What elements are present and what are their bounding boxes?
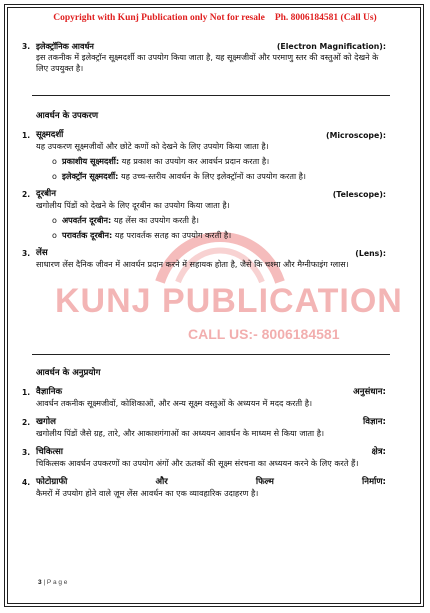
item-title: सूक्ष्मदर्शी: [36, 130, 64, 140]
application-item: [22, 417, 386, 439]
item-number: 2.: [22, 190, 31, 199]
item-description: इस तकनीक में इलेक्ट्रॉन सूक्ष्मदर्शी का उपयोग किया जाता है, यह सूक्ष्मजीवों और परमाणु स्तर की वस्तुओं को देखने के लिए उपयुक्त है।: [36, 52, 379, 73]
item-description: खगोलीय पिंडों जैसे ग्रह, तारे, और आकाशगंगाओं का अध्ययन आवर्धन के माध्यम से किया जाता है।: [36, 428, 325, 438]
item-title-left: फोटोग्राफी: [36, 477, 68, 487]
item-title-row: [36, 387, 386, 398]
sub-item-term: इलेक्ट्रॉन सूक्ष्मदर्शी:: [62, 171, 119, 181]
bullet-icon: o: [52, 216, 57, 225]
item-title-right: अनुसंधान:: [353, 387, 386, 397]
page-border-inner: [7, 7, 421, 604]
item-title: दूरबीन: [36, 189, 56, 199]
section-applications: [22, 361, 386, 507]
sub-item: [52, 156, 386, 167]
section-divider: [32, 354, 390, 355]
item-title-row: [36, 248, 386, 259]
item-title: लेंस: [36, 248, 48, 258]
sub-item-text: यह उच्च-स्तरीय आवर्धन के लिए इलेक्ट्रॉनों का उपयोग करता है।: [118, 171, 306, 181]
section-divider: [32, 95, 390, 96]
item-title-middle2: फिल्म: [255, 477, 274, 487]
section-instruments: [22, 104, 386, 277]
watermark-call: CALL US:- 8006184581: [188, 326, 340, 342]
item-title-right: क्षेत्र:: [371, 447, 386, 457]
item-number: 3.: [22, 249, 31, 258]
sub-item: [52, 215, 386, 226]
item-english: (Lens):: [355, 249, 386, 258]
item-english: (Electron Magnification):: [276, 42, 386, 51]
item-number: 3.: [22, 448, 31, 457]
item-number: 1.: [22, 131, 31, 140]
instrument-list: [22, 130, 386, 270]
page-number: 3: [38, 579, 42, 586]
item-title-row: [36, 417, 386, 428]
sub-item-term: प्रकाशीय सूक्ष्मदर्शी:: [62, 156, 120, 166]
item-title-row: [36, 130, 386, 141]
sub-item-term: अपवर्तन दूरबीन:: [62, 215, 112, 225]
bullet-icon: o: [52, 231, 57, 240]
item-title: इलेक्ट्रॉनिक आवर्धन: [36, 41, 94, 51]
sub-item-text: यह परावर्तक सतह का उपयोग करती है।: [112, 230, 232, 240]
item-description: कैमरों में उपयोग होने वाले ज़ूम लेंस आवर्धन का एक व्यावहारिक उदाहरण है।: [36, 488, 259, 498]
bullet-icon: o: [52, 172, 57, 181]
item-number: 2.: [22, 418, 31, 427]
item-title-left: वैज्ञानिक: [36, 387, 63, 397]
page-header: [0, 13, 430, 23]
header-copyright: Copyright with Kunj Publication only Not for resale: [53, 13, 265, 23]
section-heading: आवर्धन के उपकरण: [36, 111, 99, 121]
sub-item: [52, 171, 386, 182]
application-item: [22, 447, 386, 469]
item-description: आवर्धन तकनीक सूक्ष्मजीवों, कोशिकाओं, और अन्य सूक्ष्म वस्तुओं के अध्ययन में मदद करती है।: [36, 398, 313, 408]
item-title-row: [36, 41, 386, 52]
item-english: (Telescope):: [332, 190, 386, 199]
bullet-icon: o: [52, 157, 57, 166]
application-item: [22, 477, 386, 499]
instrument-item: [22, 189, 386, 241]
item-title-row: [36, 477, 386, 488]
item-title-row: [36, 447, 386, 458]
sub-item-term: परावर्तक दूरबीन:: [62, 230, 113, 240]
item-title-right: निर्माण:: [361, 477, 386, 487]
item-title-left: चिकित्सा: [36, 447, 64, 457]
sub-item: [52, 230, 386, 241]
page-label: | P a g e: [43, 579, 68, 586]
item-title-middle: और: [155, 477, 168, 487]
watermark-brand: KUNJ PUBLICATION: [55, 282, 403, 320]
item-title-right: विज्ञान:: [363, 417, 386, 427]
section-heading: आवर्धन के अनुप्रयोग: [36, 368, 101, 378]
item-english: (Microscope):: [326, 131, 386, 140]
item-number: 4.: [22, 478, 31, 487]
application-list: [22, 387, 386, 499]
header-phone: Ph. 8006184581 (Call Us): [274, 13, 377, 23]
page-content: [22, 41, 386, 80]
item-description: खगोलीय पिंडों को देखने के लिए दूरबीन का उपयोग किया जाता है।: [36, 200, 230, 210]
instrument-item: [22, 248, 386, 270]
item-title-row: [36, 189, 386, 200]
item-description: चिकित्सक आवर्धन उपकरणों का उपयोग अंगों और ऊतकों की सूक्ष्म संरचना का अध्ययन करने के लिए करते हैं।: [36, 458, 359, 468]
application-item: [22, 387, 386, 409]
page-footer: [38, 579, 67, 586]
item-description: यह उपकरण सूक्ष्मजीवों और छोटे कणों को देखने के लिए उपयोग किया जाता है।: [36, 141, 269, 151]
item-title-left: खगोल: [36, 417, 56, 427]
electron-magnification-item: [22, 41, 386, 74]
instrument-item: [22, 130, 386, 182]
item-number: 3.: [22, 42, 31, 51]
item-description: साधारण लेंस दैनिक जीवन में आवर्धन प्रदान करने में सहायक होता है, जैसे कि चश्मा और मैग्नीफाइंग ग्लास।: [36, 259, 349, 269]
item-number: 1.: [22, 388, 31, 397]
sub-item-text: यह प्रकाश का उपयोग कर आवर्धन प्रदान करता है।: [119, 156, 270, 166]
sub-item-text: यह लेंस का उपयोग करती है।: [111, 215, 199, 225]
